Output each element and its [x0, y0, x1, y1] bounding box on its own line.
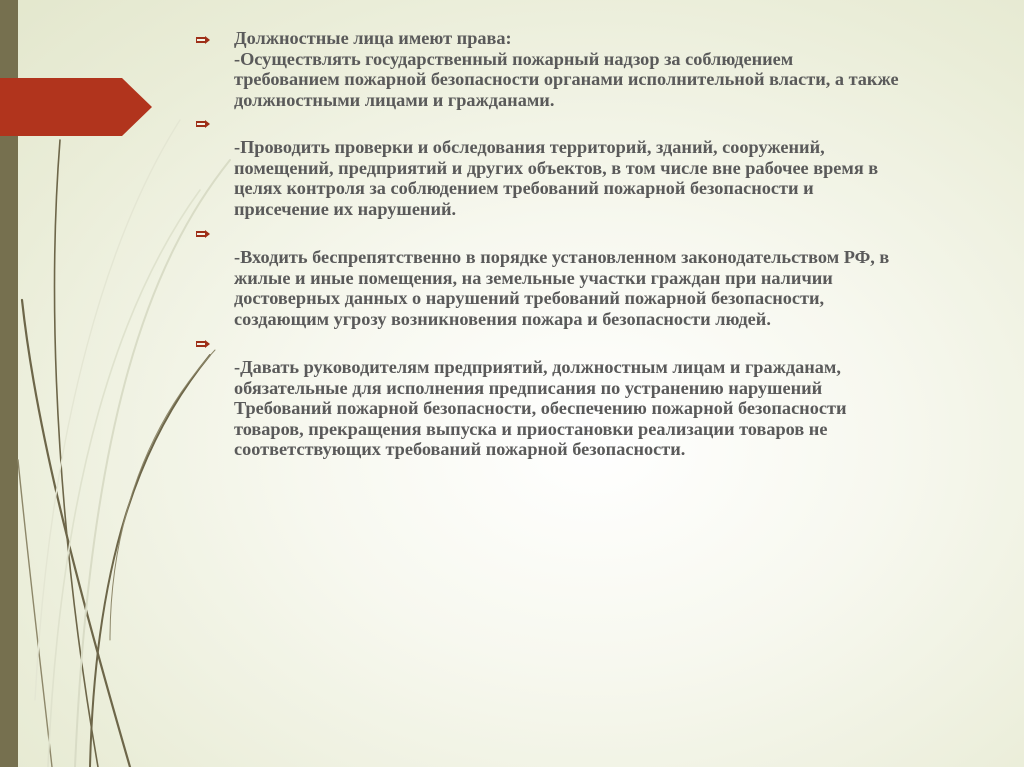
bullet-item-2	[196, 118, 996, 219]
text-line: создающим угрозу возникновения пожара и безопасности людей.	[234, 308, 771, 329]
text-line: помещений, предприятий и других объектов, в том числе вне рабочее время в	[234, 157, 879, 178]
arrow-bullet-icon	[196, 230, 210, 238]
text-line: жилые и иные помещения, на земельные участки граждан при наличии	[234, 267, 833, 288]
text-line: -Давать руководителям предприятий, должностным лицам и гражданам,	[234, 357, 841, 377]
bullet-item-4	[196, 338, 996, 460]
text-line: должностными лицами и гражданами.	[234, 89, 555, 110]
text-line: -Осуществлять государственный пожарный надзор за соблюдением	[234, 48, 794, 69]
text-line: обязательные для исполнения предписания по устранению нарушений	[234, 377, 823, 398]
arrow-bullet-icon	[196, 36, 210, 44]
bullet-item-3	[196, 228, 996, 329]
red-arrow-tab	[0, 78, 152, 136]
bullet-item-1	[196, 28, 996, 110]
text-line: Должностные лица имеют права:	[234, 28, 512, 48]
slide-content	[196, 28, 996, 460]
text-line: -Проводить проверки и обследования территорий, зданий, сооружений,	[234, 137, 825, 157]
text-line: Требований пожарной безопасности, обеспечению пожарной безопасности	[234, 398, 847, 418]
arrow-bullet-icon	[196, 120, 210, 128]
text-line: присечение их нарушений.	[234, 198, 457, 219]
text-line: соответствующих требований пожарной безопасности.	[234, 439, 686, 459]
text-line: -Входить беспрепятственно в порядке установленном законодательством РФ, в	[234, 247, 890, 267]
text-line: требованием пожарной безопасности органами исполнительной власти, а также	[234, 69, 899, 89]
text-line: достоверных данных о нарушений требований пожарной безопасности,	[234, 288, 825, 308]
text-line: товаров, прекращения выпуска и приостановки реализации товаров не	[234, 418, 828, 439]
text-line: целях контроля за соблюдением требований пожарной безопасности и	[234, 178, 814, 198]
arrow-bullet-icon	[196, 340, 210, 348]
